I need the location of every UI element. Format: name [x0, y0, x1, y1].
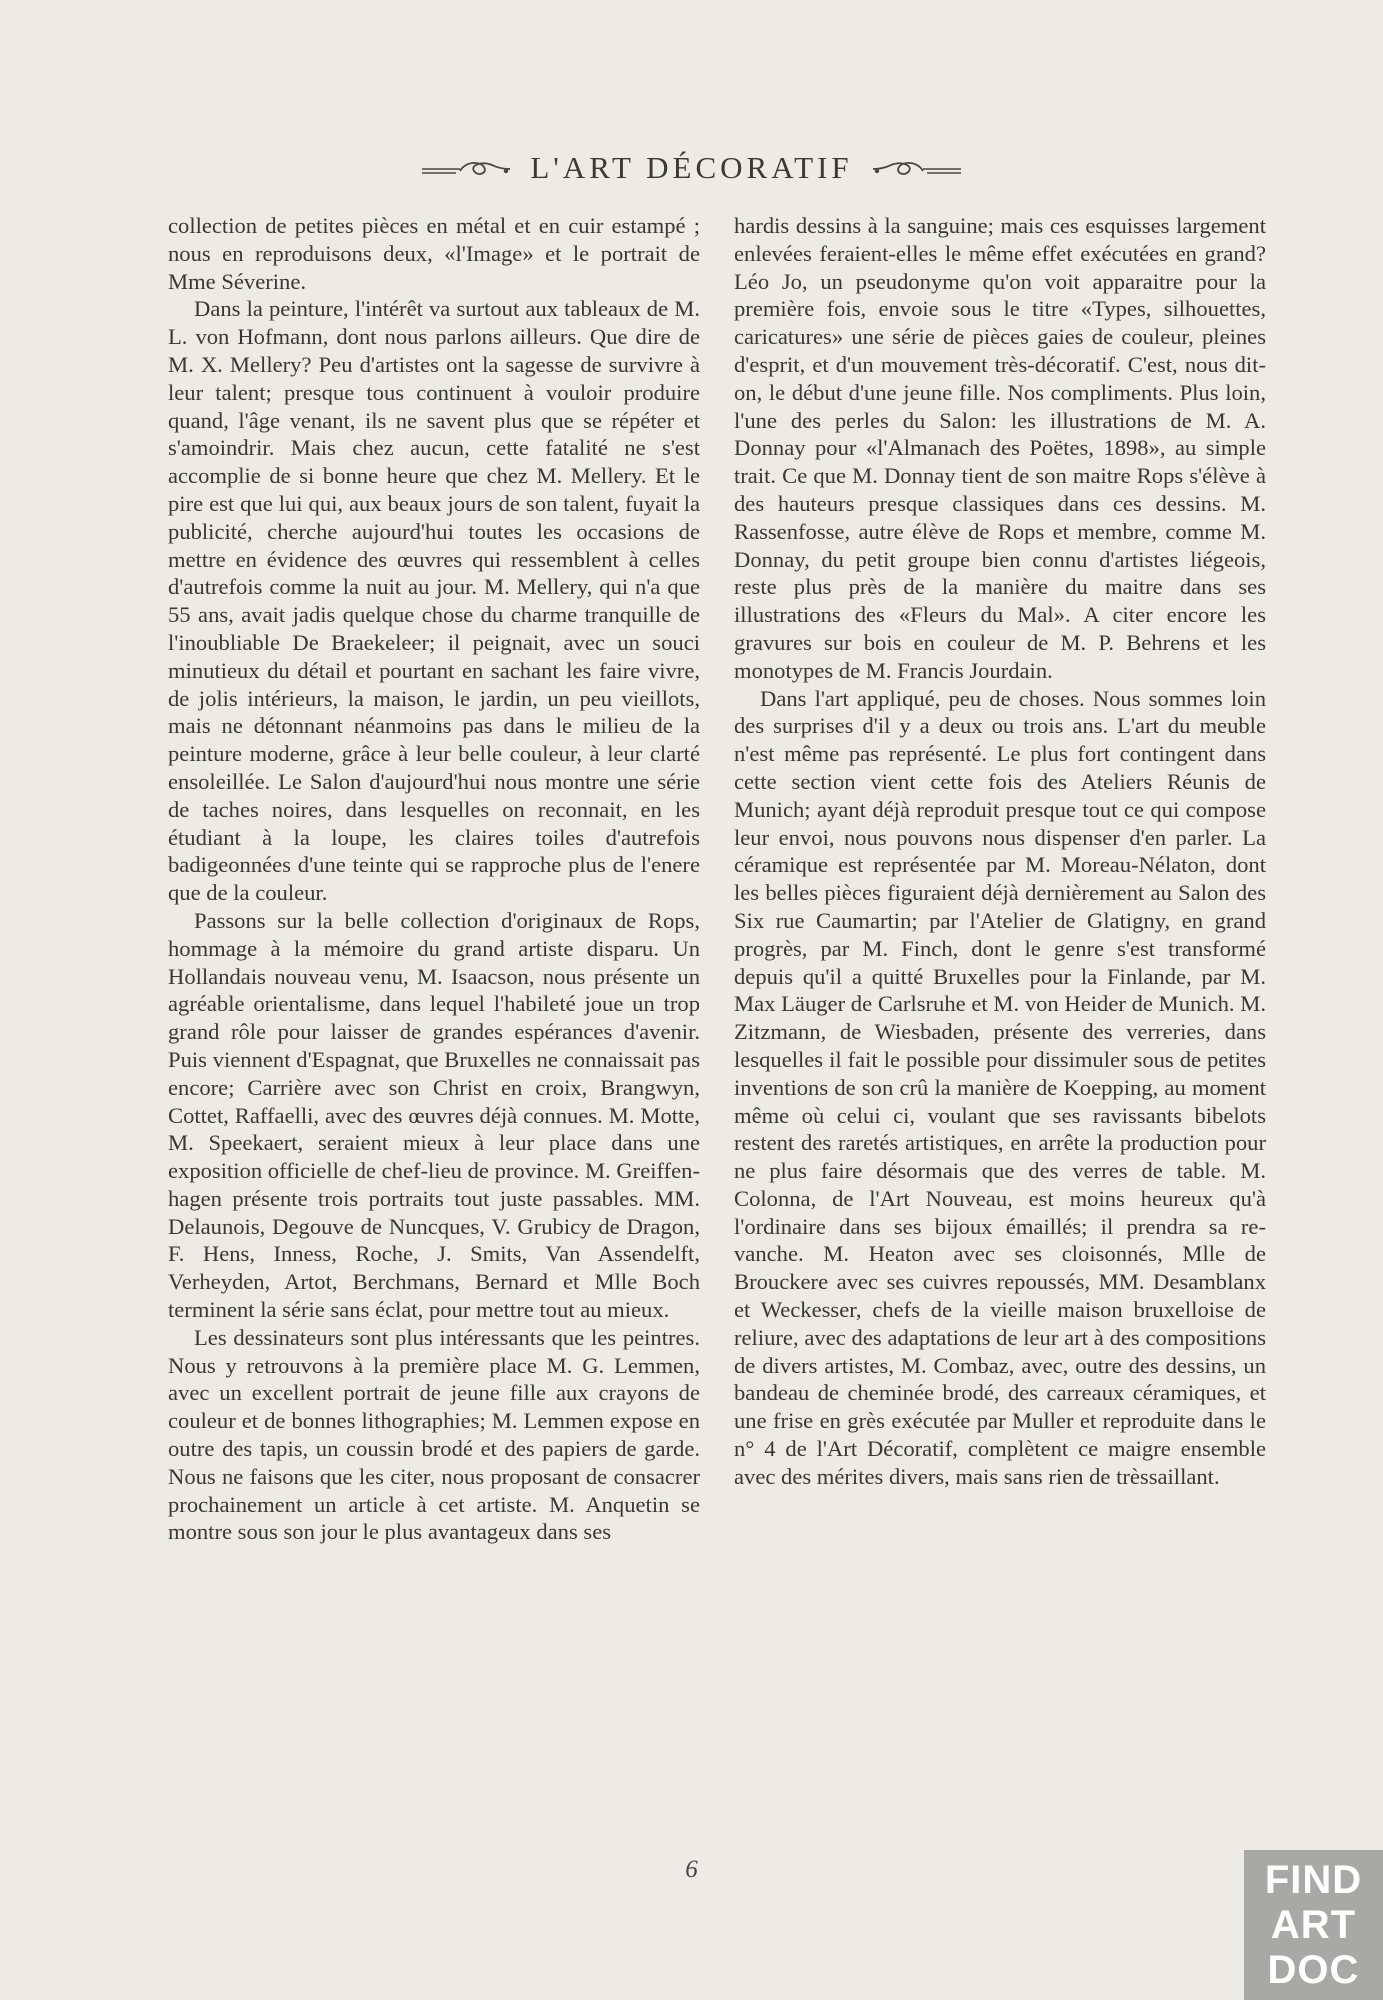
paragraph: Les dessinateurs sont plus intéressants que les peintres. Nous y retrouvons à la première place M. G. Lemmen, avec un excellent portrait de jeune fille aux crayons de couleur et de bonnes lithographies; M. Lemmen expose en outre des tapis, un coussin brodé et des papiers de garde. Nous ne faisons que les citer, nous proposant de consacrer prochainement un article à cet artiste. M. Anquetin se montre sous son jour le plus avantageux dans ses [168, 1324, 700, 1545]
right-flourish-icon [871, 155, 963, 181]
paragraph: Passons sur la belle collection d'originaux de Rops, hommage à la mémoire du grand artiste disparu. Un Hollandais nouveau venu, M. Isaacson, nous présente un agréable orientalisme, dans lequel l'habileté joue un trop grand rôle pour laisser de grandes espérances d'avenir. Puis viennent d'Espagnat, que Bruxelles ne connaissait pas encore; Carrière avec son Christ en croix, Brangwyn, Cottet, Raffaelli, avec des œuvres déjà connues. M. Motte, M. Speekaert, seraient mieux à leur place dans une exposition officielle de chef-lieu de province. M. Greiffenhagen présente trois portraits tout juste passables. MM. Delaunois, Degouve de Nuncques, V. Grubicy de Dragon, F. Hens, Inness, Roche, J. Smits, Van Assendelft, Verheyden, Artot, Berchmans, Bernard et Mlle Boch terminent la série sans éclat, pour mettre tout au mieux. [168, 907, 700, 1323]
logo-line: DOC [1267, 1947, 1360, 1992]
paragraph: Dans l'art appliqué, peu de choses. Nous sommes loin des surprises d'il y a deux ou trois ans. L'art du meuble n'est même pas représenté. Le plus fort contingent dans cette section vient cette fois des Ateliers Réunis de Munich; ayant déjà reproduit presque tout ce qui compose leur envoi, nous pouvons nous dispenser d'en parler. La céramique est représentée par M. Moreau-Nélaton, dont les belles pièces figuraient déjà dernièrement au Salon des Six rue Caumartin; par l'Atelier de Glatigny, en grand progrès, par M. Finch, dont le genre s'est transformé depuis qu'il a quitté Bruxelles pour la Finlande, par M. Max Läuger de Carlsruhe et M. von Heider de Munich. M. Zitzmann, de Wiesbaden, présente des verreries, dans lesquelles il fait le possible pour dissimuler sous de petites inventions de son crû la manière de Koepping, au moment même où celui ci, voulant que ses ravissants bibelots restent des raretés artistiques, en arrête la production pour ne plus faire désormais que des verres de table. M. Colonna, de l'Art Nouveau, est moins heureux qu'à l'ordinaire dans ses bijoux émaillés; il prendra sa revanche. M. Heaton avec ses cloisonnés, Mlle de Brouckere avec ses cuivres repoussés, MM. Desamblanx et Weckesser, chefs de la vieille maison bruxelloise de reliure, avec des adaptations de leur art à des compositions de divers artistes, M. Combaz, avec, outre des dessins, un bandeau de cheminée brodé, des carreaux céramiques, et une frise en grès exécutée par Muller et reproduite dans le n° 4 de l'Art Décoratif, complètent ce maigre ensemble avec des mérites divers, mais sans rien de trèssaillant. [734, 685, 1266, 1489]
left-flourish-icon [420, 155, 512, 181]
left-text-column [168, 212, 700, 1546]
logo-line: FIND [1264, 1857, 1363, 1902]
page-number: 6 [685, 1856, 698, 1883]
paragraph: Dans la peinture, l'intérêt va surtout aux tableaux de M. L. von Hofmann, dont nous parlons ailleurs. Que dire de M. X. Mellery? Peu d'artistes ont la sagesse de survivre à leur talent; presque tous continuent à vouloir produire quand, l'âge venant, ils ne savent plus que se répéter et s'amoindrir. Mais chez aucun, cette fatalité ne s'est accomplie de si bonne heure que chez M. Mellery. Et le pire est que lui qui, aux beaux jours de son talent, fuyait la publicité, cherche aujourd'hui toutes les occasions de mettre en évidence des œuvres qui ressemblent à celles d'autrefois comme la nuit au jour. M. Mellery, qui n'a que 55 ans, avait jadis quelque chose du charme tranquille de l'inoubliable De Braekeleer; il peignait, avec un souci minutieux du détail et pourtant en sachant les faire vivre, de jolis intérieurs, la maison, le jardin, un peu vieillots, mais ne détonnant néanmoins pas dans le milieu de la peinture moderne, grâce à leur belle couleur, à leur clarté ensoleillée. Le Salon d'aujourd'hui nous montre une série de taches noires, dans lesquelles on reconnait, en les étudiant à la loupe, les claires toiles d'autrefois badigeonnées d'une teinte qui se rapproche plus de l'enere que de la couleur. [168, 296, 700, 906]
paragraph: collection de petites pièces en métal et en cuir estampé ; nous en reproduisons deux, «l'Image» et le portrait de Mme Séverine. [168, 213, 700, 294]
logo-line: ART [1270, 1902, 1357, 1947]
running-header [0, 150, 1383, 186]
paragraph: hardis dessins à la sanguine; mais ces esquisses largement enlevées feraient-elles le même effet exécutées en grand? Léo Jo, un pseudonyme qu'on voit apparaitre pour la première fois, envoie sous le titre «Types, silhouettes, caricatures» une série de pièces gaies de couleur, pleines d'esprit, et d'un mouvement très-décoratif. C'est, nous dit-on, le début d'une jeune fille. Nos compliments. Plus loin, l'une des perles du Salon: les illustrations de M. A. Donnay pour «l'Almanach des Poëtes, 1898», au simple trait. Ce que M. Donnay tient de son maitre Rops s'élève à des hauteurs presque classiques dans ces dessins. M. Rassenfosse, autre élève de Rops et membre, comme M. Donnay, du petit groupe bien connu d'artistes liégeois, reste plus près de la manière du maitre dans ses illustrations des «Fleurs du Mal». A citer encore les gravures sur bois en couleur de M. P. Behrens et les monotypes de M. Francis Jourdain. [734, 213, 1266, 683]
findartdoc-logo [1244, 1850, 1383, 2000]
page-header-title: L'ART DÉCORATIF [530, 150, 853, 185]
right-text-column [734, 212, 1266, 1491]
